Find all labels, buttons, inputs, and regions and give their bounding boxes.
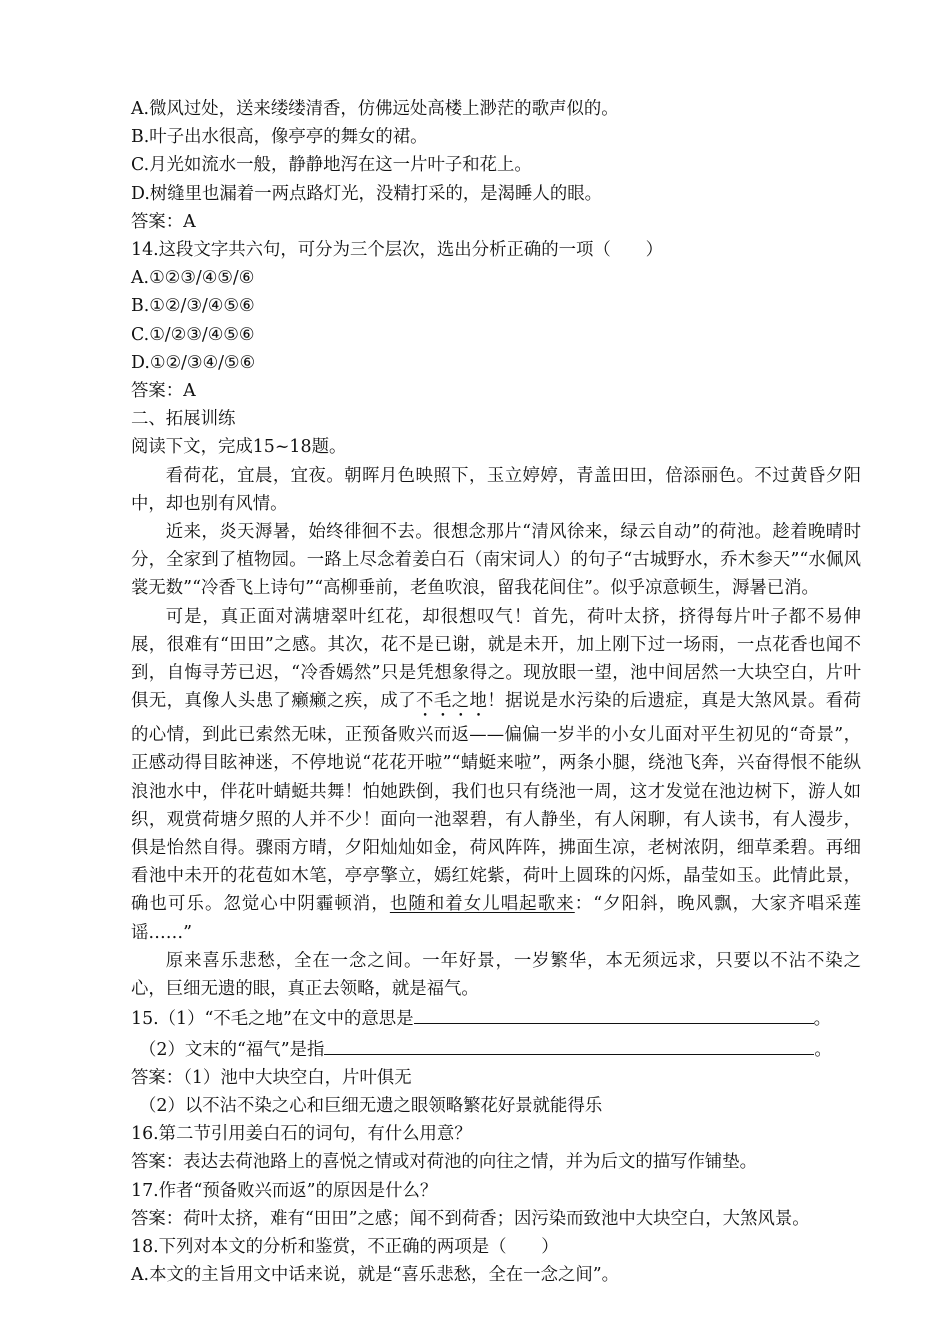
emphasized-term: 不毛之地 <box>416 691 488 712</box>
q17-answer: 答案：荷叶太挤，难有“田田”之感；闻不到荷香；因污染而致池中大块空白，大煞风景。 <box>131 1208 810 1229</box>
q14-answer: 答案：A <box>131 381 196 402</box>
q14-option-d: D.①②/③④/⑤⑥ <box>131 352 256 373</box>
paragraph-3-text-b: ！据说是水污染的后遗症，真是大煞风景。看荷的心情，到此已索然无味，正预备败兴而返——偏偏一岁半的小女儿面对平生初见的“奇景”，正感动得目眩神迷，不停地说“花花开啦”“蜻蜓来啦”，两条小腿，绕池飞奔，兴奋得恨不能纵浪池水中，伴花叶蜻蜓共舞！怕她跌倒，我们也只有绕池一周，这才发觉在池边树下，游人如织，观赏荷塘夕照的人并不少！面向一池翠碧，有人静坐，有人闲聊，有人读书，有人漫步，俱是怡然自得。骤雨方晴，夕阳灿灿如金，荷风阵阵，拂面生凉，老树浓阴，细草柔碧。再细看池中未开的花苞如木笔，亭亭擎立，嫣红姹紫，荷叶上圆珠的闪烁，晶莹如玉。此情此景，确也可乐。忽觉心中阴霾顿消， <box>131 691 861 915</box>
passage-paragraph-2: 近来，炎天溽暑，始终徘徊不去。很想念那片“清风徐来，绿云自动”的荷池。趁着晚晴时分，全家到了植物园。一路上尽念着姜白石（南宋词人）的句子“古城野水，乔木参天”“水佩风裳无数”“冷香飞上诗句”“高柳垂前，老鱼吹浪，留我花间住”。似乎凉意顿生，溽暑已消。 <box>131 522 861 599</box>
q18-option-a: A.本文的主旨用文中话来说，就是“喜乐悲愁，全在一念之间”。 <box>131 1265 620 1286</box>
q15-answer-2: （2）以不沾不染之心和巨细无遗之眼领略繁花好景就能得乐 <box>139 1095 603 1116</box>
q13-option-d: D.树缝里也漏着一两点路灯光，没精打采的，是渴睡人的眼。 <box>131 183 603 204</box>
document-page <box>131 95 861 1289</box>
q16-question: 16.第二节引用姜白石的词句，有什么用意？ <box>131 1124 472 1145</box>
q14-question: 14.这段文字共六句，可分为三个层次，选出分析正确的一项（ ） <box>131 240 663 261</box>
q14-option-c: C.①/②③/④⑤⑥ <box>131 324 255 345</box>
passage-paragraph-1: 看荷花，宜晨，宜夜。朝晖月色映照下，玉立婷婷，青盖田田，倍添丽色。不过黄昏夕阳中，却也别有风情。 <box>131 465 861 514</box>
answer-blank-1[interactable] <box>414 1003 814 1024</box>
q18-question: 18.下列对本文的分析和鉴赏，不正确的两项是（ ） <box>131 1236 559 1257</box>
q15-part1-end: 。 <box>813 1009 831 1030</box>
underlined-sentence: 也随和着女儿唱起歌来 <box>389 894 575 915</box>
q15-part1 <box>131 1003 861 1033</box>
q17-question: 17.作者“预备败兴而返”的原因是什么？ <box>131 1180 438 1201</box>
section-title: 二、拓展训练 <box>131 409 236 430</box>
q15-part2 <box>131 1034 861 1064</box>
passage-paragraph-4: 原来喜乐悲愁，全在一念之间。一年好景，一岁繁华，本无须远求，只要以不沾不染之心，巨细无遗的眼，真正去领略，就是福气。 <box>131 950 861 1000</box>
answer-blank-2[interactable] <box>324 1034 814 1055</box>
q13-answer: 答案：A <box>131 211 196 232</box>
passage-paragraph-3 <box>131 603 861 947</box>
paragraph-3-text-c: ：“夕阳斜，晚风飘，大家齐唱采莲谣……” <box>131 894 861 943</box>
reading-instruction: 阅读下文，完成15~18题。 <box>131 437 347 458</box>
q13-option-a: A.微风过处，送来缕缕清香，仿佛远处高楼上渺茫的歌声似的。 <box>131 99 619 119</box>
q13-option-b: B.叶子出水很高，像亭亭的舞女的裙。 <box>131 127 428 148</box>
q15-answer-1: 答案：（1）池中大块空白，片叶俱无 <box>131 1067 412 1088</box>
q14-option-a: A.①②③/④⑤/⑥ <box>131 268 255 289</box>
q16-answer: 答案：表达去荷池路上的喜悦之情或对荷池的向往之情，并为后文的描写作铺垫。 <box>131 1152 758 1173</box>
q15-part2-text: （2）文末的“福气”是指 <box>139 1039 325 1060</box>
paragraph-3-text-a: 可是，真正面对满塘翠叶红花，却很想叹气！首先，荷叶太挤，挤得每片叶子都不易伸展，很难有“田田”之感。其次，花不是已谢，就是未开，加上刚下过一场雨，一点花香也闻不到，自悔寻芳已迟，“冷香嫣然”只是凭想象得之。现放眼一望，池中间居然一大块空白，片叶俱无，真像人头患了癞癞之疾，成了 <box>131 606 861 712</box>
q15-part2-end: 。 <box>814 1039 832 1060</box>
q14-option-b: B.①②/③/④⑤⑥ <box>131 296 255 317</box>
q15-part1-text: 15.（1）“不毛之地”在文中的意思是 <box>131 1009 414 1030</box>
q13-option-c: C.月光如流水一般，静静地泻在这一片叶子和花上。 <box>131 155 532 176</box>
